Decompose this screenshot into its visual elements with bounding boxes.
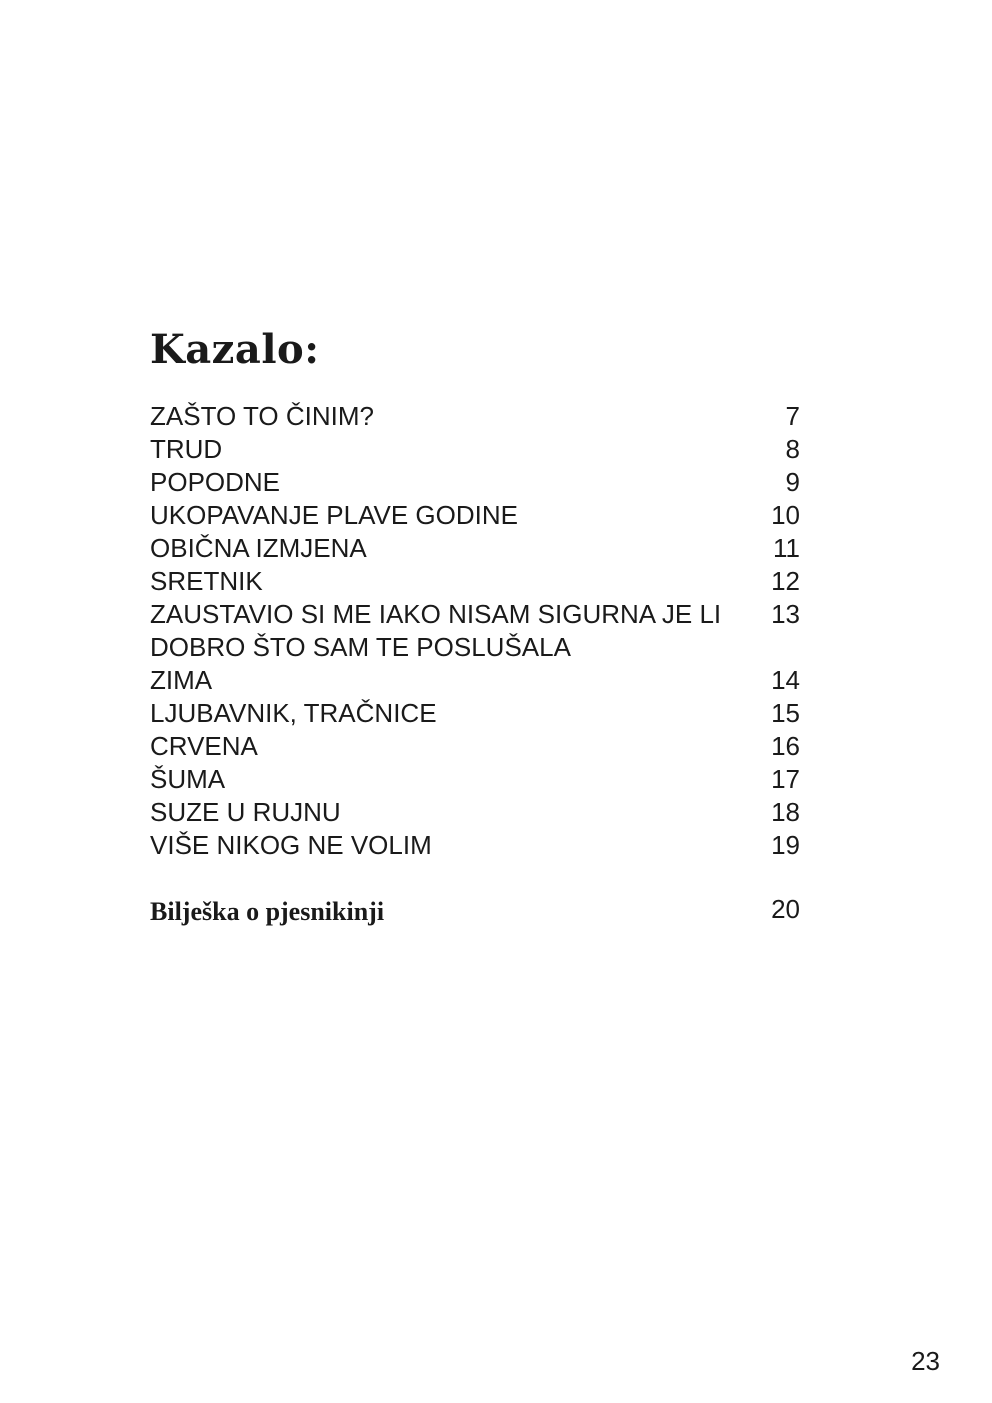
toc-entry[interactable] [150, 829, 800, 862]
toc-entry-page: 10 [771, 500, 800, 530]
toc-entry-title: SUZE U RUJNU [150, 797, 341, 827]
note-title: Bilješka o pjesnikinji [150, 897, 385, 926]
toc-entry[interactable] [150, 730, 800, 763]
toc-entry-title: POPODNE [150, 467, 281, 497]
toc-entry[interactable] [150, 598, 800, 664]
toc-entry-page: 15 [771, 698, 800, 728]
toc-entry-title: ZAŠTO TO ČINIM? [150, 401, 374, 431]
toc-entry-page: 16 [771, 731, 800, 761]
note-page: 20 [771, 894, 800, 924]
toc-entry-page: 19 [771, 830, 800, 860]
toc-entry-title: LJUBAVNIK, TRAČNICE [150, 698, 437, 728]
toc-entry[interactable] [150, 499, 800, 532]
toc-entry-note[interactable] [150, 894, 800, 930]
toc-entry-page: 11 [773, 533, 800, 563]
toc-entry[interactable] [150, 796, 800, 829]
toc-entry-page: 13 [771, 599, 800, 629]
toc-entry-title: SRETNIK [150, 566, 263, 596]
toc-entry-title: CRVENA [150, 731, 258, 761]
table-of-contents [150, 400, 800, 862]
toc-entry[interactable] [150, 433, 800, 466]
toc-entry-page: 12 [771, 566, 800, 596]
toc-entry[interactable] [150, 532, 800, 565]
toc-entry-title: ŠUMA [150, 764, 226, 794]
toc-entry[interactable] [150, 763, 800, 796]
toc-entry-title: OBIČNA IZMJENA [150, 533, 367, 563]
toc-entry-page: 8 [785, 434, 800, 464]
toc-entry-title: ZIMA [150, 665, 213, 695]
toc-entry-title: UKOPAVANJE PLAVE GODINE [150, 500, 518, 530]
toc-entry-page: 14 [771, 665, 800, 695]
toc-entry-title: TRUD [150, 434, 223, 464]
toc-entry-title: VIŠE NIKOG NE VOLIM [150, 830, 432, 860]
toc-entry-page: 17 [771, 764, 800, 794]
toc-entry[interactable] [150, 565, 800, 598]
toc-entry-page: 18 [771, 797, 800, 827]
toc-entry-page: 7 [785, 401, 800, 431]
toc-entry-title: ZAUSTAVIO SI ME IAKO NISAM SIGURNA JE LI DOBRO ŠTO SAM TE POSLUŠALA [150, 599, 722, 662]
page-number: 23 [911, 1346, 940, 1376]
toc-entry-page: 9 [785, 467, 800, 497]
page-title: Kazalo: [150, 326, 320, 373]
toc-entry[interactable] [150, 664, 800, 697]
toc-entry[interactable] [150, 697, 800, 730]
toc-entry[interactable] [150, 400, 800, 433]
toc-entry[interactable] [150, 466, 800, 499]
